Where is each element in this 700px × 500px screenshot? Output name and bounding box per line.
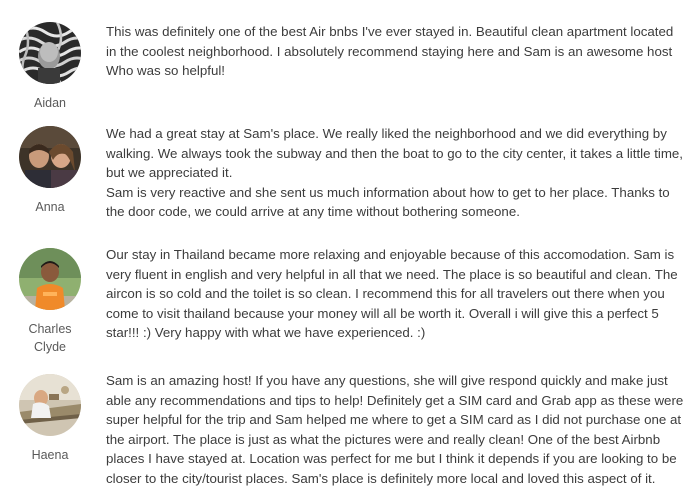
reviewer-name[interactable]: Aidan	[34, 96, 66, 110]
review-text: We had a great stay at Sam's place. We really liked the neighborhood and we did everything by walking. We always took the subway and then the boat to go to the city center, it takes a little time, but we appreciated it. Sam is very reactive and she sent us much information about how to get to her place. Thanks to the door code, we could arrive at any time without bothering someone.	[106, 126, 684, 219]
avatar[interactable]	[19, 126, 81, 188]
avatar[interactable]	[19, 22, 81, 84]
reviewer-name[interactable]: Charles Clyde	[28, 322, 72, 354]
reviewer	[18, 374, 82, 464]
reviewer-photo-outdoor-icon	[19, 374, 81, 436]
review-text: This was definitely one of the best Air bnbs I've ever stayed in. Beautiful clean apartment located in the coolest neighborhood. I absolutely recommend staying here and Sam is an awesome host Who was so helpful!	[106, 24, 674, 78]
reviewer-name[interactable]: Haena	[31, 448, 69, 462]
reviewer	[18, 248, 82, 356]
reviewer	[18, 22, 82, 112]
reviewer-name[interactable]: Anna	[35, 200, 65, 214]
reviewer-photo-person-icon	[19, 248, 81, 310]
review-text: Our stay in Thailand became more relaxing and enjoyable because of this accomodation. Sam is very fluent in english and very helpful in all that we need. The place is so beautiful and clean. The aircon is so cold and the toilet is so clean. I recommend this for all travelers out there when you come to visit thailand because your money will all be worth it. Overall i will give this a perfect 5 star!!! :) Very happy with what we have experienced. :)	[106, 247, 678, 340]
reviewer-photo-pattern-icon	[19, 22, 81, 84]
review-text: Sam is an amazing host! If you have any questions, she will give respond quickly and make just able any recommendations and tips to help! Definitely get a SIM card and Grab app as these were super helpful for the trip and Sam helped me where to get a SIM card as I did not purchase one at the airport. The place is just as what the pictures were and really clean! One of the best Airbnb places I have stayed at. Location was perfect for me but I think it depends if you are looking to be closer to the city/tourist places. Sam's place is definitely more local and loved this aspect of it.	[106, 373, 684, 486]
avatar[interactable]	[19, 248, 81, 310]
avatar[interactable]	[19, 374, 81, 436]
reviewer-photo-couple-icon	[19, 126, 81, 188]
reviewer	[18, 126, 82, 216]
